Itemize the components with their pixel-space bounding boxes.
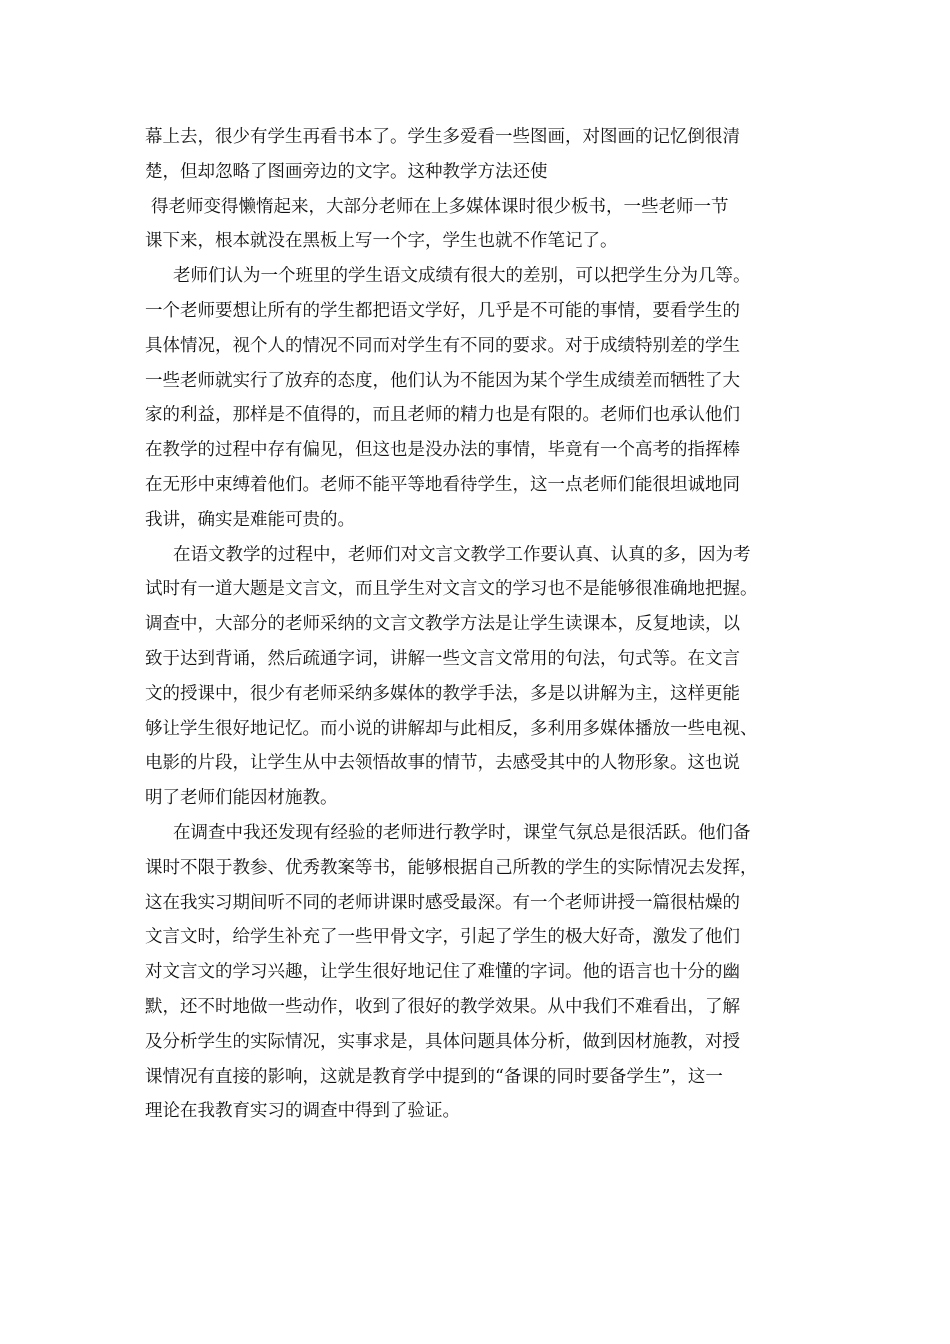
- text-line: 在语文教学的过程中，老师们对文言文教学工作要认真、认真的多，因为考: [173, 544, 751, 565]
- text-line: 这在我实习期间听不同的老师讲课时感受最深。有一个老师讲授一篇很枯燥的: [145, 892, 740, 913]
- text-line: 文言文时，给学生补充了一些甲骨文字，引起了学生的极大好奇，激发了他们: [145, 927, 740, 948]
- text-line: 电影的片段，让学生从中去领悟故事的情节，去感受其中的人物形象。这也说: [145, 753, 740, 774]
- text-line: 调查中，大部分的老师采纳的文言文教学方法是让学生读课本，反复地读，以: [145, 614, 740, 635]
- text-line: 明了老师们能因材施教。: [145, 788, 338, 809]
- text-line: 在教学的过程中存有偏见，但这也是没办法的事情，毕竟有一个高考的指挥棒: [145, 440, 740, 461]
- text-line: 楚，但却忽略了图画旁边的文字。这种教学方法还使: [145, 161, 548, 182]
- text-line: 课情况有直接的影响，这就是教育学中提到的“备课的同时要备学生”，这一: [145, 1066, 723, 1087]
- text-line: 幕上去，很少有学生再看书本了。学生多爱看一些图画，对图画的记忆倒很清: [145, 127, 740, 147]
- text-line: 具体情况，视个人的情况不同而对学生有不同的要求。对于成绩特别差的学生: [145, 335, 740, 356]
- text-line: 试时有一道大题是文言文，而且学生对文言文的学习也不是能够很准确地把握。: [145, 579, 758, 600]
- text-line: 及分析学生的实际情况，实事求是，具体问题具体分析，做到因材施教，对授: [145, 1031, 740, 1052]
- text-line: 老师们认为一个班里的学生语文成绩有很大的差别，可以把学生分为几等。: [173, 266, 751, 287]
- text-line: 默，还不时地做一些动作，收到了很好的教学效果。从中我们不难看出，了解: [145, 996, 740, 1017]
- text-line: 在无形中束缚着他们。老师不能平等地看待学生，这一点老师们能很坦诚地同: [145, 474, 740, 495]
- text-line: 致于达到背诵，然后疏通字词，讲解一些文言文常用的句法，句式等。在文言: [145, 648, 740, 669]
- text-line: 一个老师要想让所有的学生都把语文学好，几乎是不可能的事情，要看学生的: [145, 300, 740, 321]
- text-line: 文的授课中，很少有老师采纳多媒体的教学手法，多是以讲解为主，这样更能: [145, 683, 740, 704]
- text-line: 课时不限于教参、优秀教案等书，能够根据自己所教的学生的实际情况去发挥，: [145, 857, 758, 878]
- text-line: 我讲，确实是难能可贵的。: [145, 509, 355, 530]
- text-line: 对文言文的学习兴趣，让学生很好地记住了难懂的字词。他的语言也十分的幽: [145, 962, 740, 983]
- text-line: 在调查中我还发现有经验的老师进行教学时，课堂气氛总是很活跃。他们备: [173, 822, 751, 843]
- text-line: 得老师变得懒惰起来，大部分老师在上多媒体课时很少板书，一些老师一节: [151, 196, 729, 217]
- text-line: 一些老师就实行了放弃的态度，他们认为不能因为某个学生成绩差而牺牲了大: [145, 370, 740, 391]
- text-line: 课下来，根本就没在黑板上写一个字，学生也就不作笔记了。: [145, 231, 618, 252]
- body-text: [145, 120, 810, 1129]
- text-line: 理论在我教育实习的调查中得到了验证。: [145, 1101, 460, 1122]
- text-line: 家的利益，那样是不值得的，而且老师的精力也是有限的。老师们也承认他们: [145, 405, 740, 426]
- text-line: 够让学生很好地记忆。而小说的讲解却与此相反，多利用多媒体播放一些电视、: [145, 718, 758, 739]
